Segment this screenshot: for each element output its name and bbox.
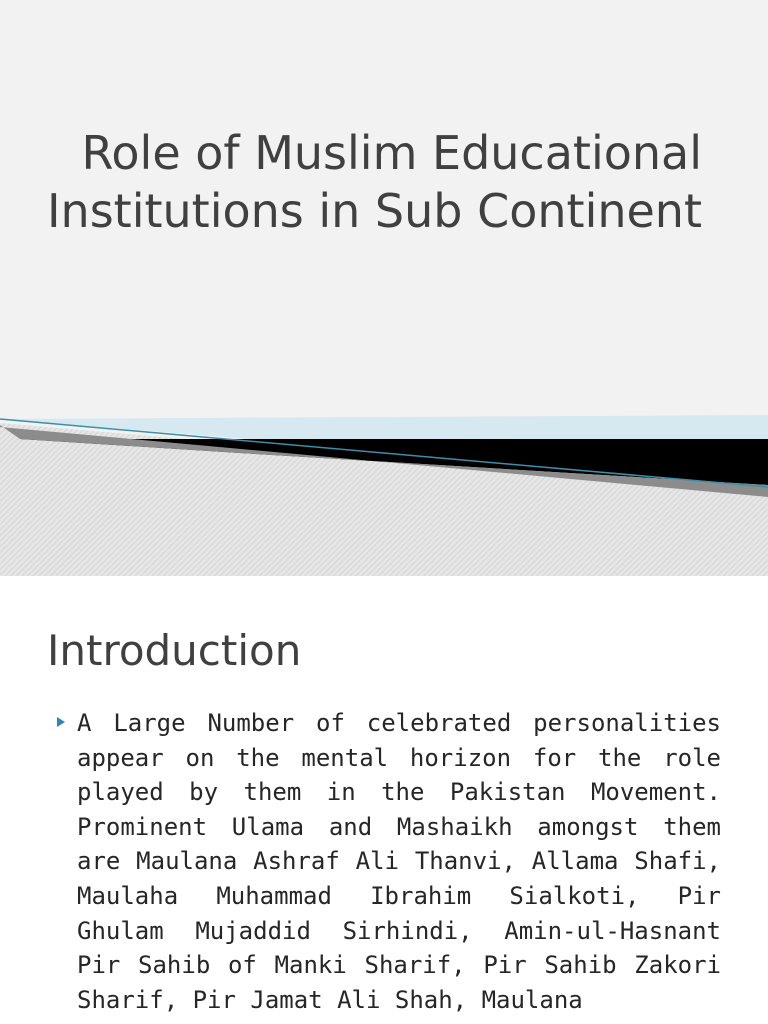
introduction-slide	[0, 576, 768, 1024]
slide-heading: Introduction	[47, 626, 302, 675]
slide-title: Role of Muslim Educational Institutions in Sub Continent	[46, 126, 702, 238]
bullet-list	[0, 706, 768, 1017]
triangle-bullet-icon	[57, 717, 65, 727]
bullet-text: A Large Number of celebrated personalities appear on the mental horizon for the role played by them in the Pakistan Movement. Prominent Ulama and Mashaikh amongst them are Maulana Ashraf Ali Thanvi, Allama Shafi, Maulaha Muhammad Ibrahim Sialkoti, Pir Ghulam Mujaddid Sirhindi, Amin-ul-Hasnant Pir Sahib of Manki Sharif, Pir Sahib Zakori Sharif, Pir Jamat Ali Shah, Maulana	[77, 709, 721, 1014]
decorative-bands	[0, 405, 768, 576]
list-item	[0, 706, 768, 1017]
